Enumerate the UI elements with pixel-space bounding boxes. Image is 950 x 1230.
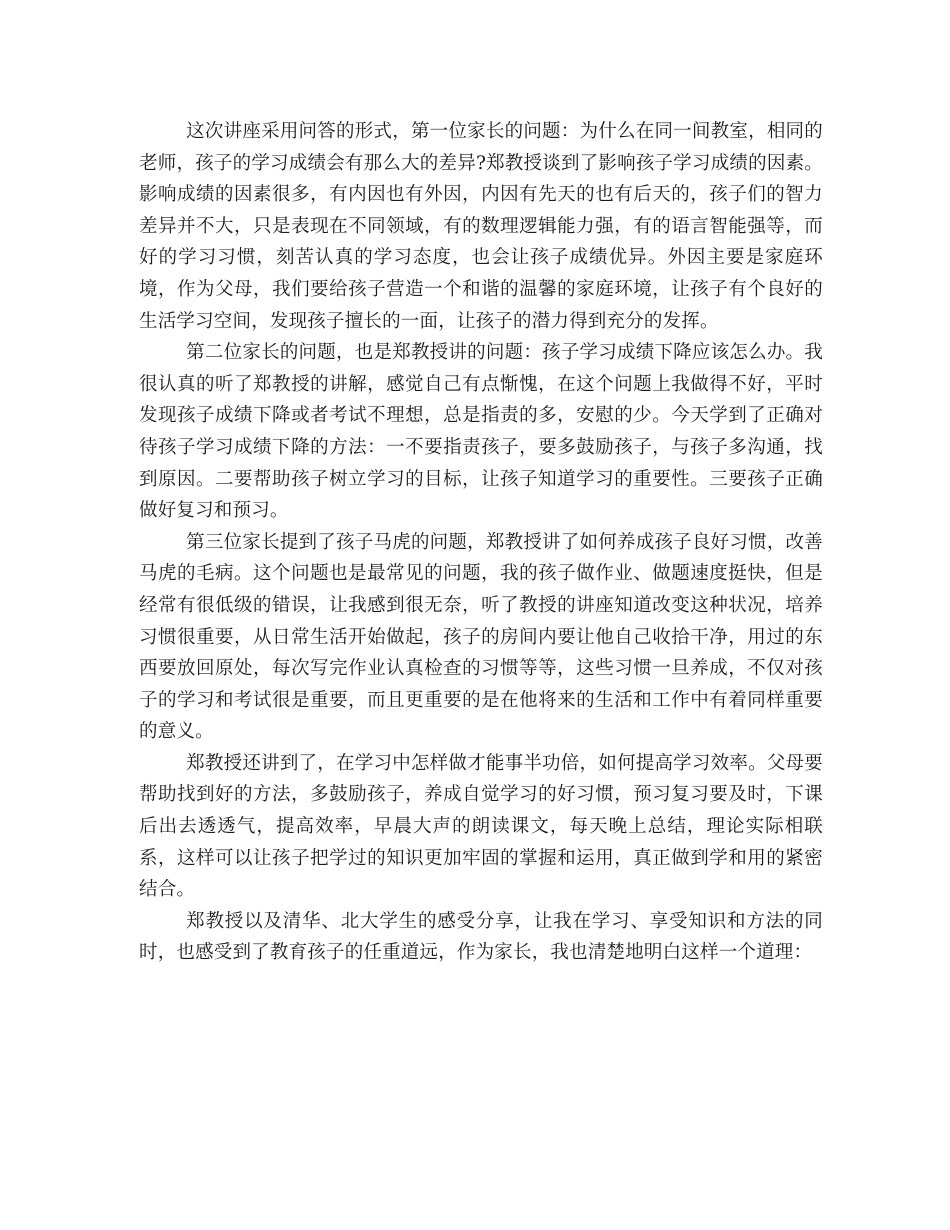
paragraph-5: 郑教授以及清华、北大学生的感受分享，让我在学习、享受知识和方法的同时，也感受到了教育孩子的任重道远，作为家长，我也清楚地明白这样一个道理：: [139, 910, 823, 964]
document-body: [139, 116, 823, 969]
paragraph-4: 郑教授还讲到了，在学习中怎样做才能事半功倍，如何提高学习效率。父母要帮助找到好的方法，多鼓励孩子，养成自觉学习的好习惯，预习复习要及时，下课后出去透透气，提高效率，早晨大声的朗读课文，每天晚上总结，理论实际相联系，这样可以让孩子把学过的知识更加牢固的掌握和运用，真正做到学和用的紧密结合。: [139, 752, 823, 901]
paragraph-1: 这次讲座采用问答的形式，第一位家长的问题：为什么在同一间教室，相同的老师，孩子的学习成绩会有那么大的差异?郑教授谈到了影响孩子学习成绩的因素。影响成绩的因素很多，有内因也有外因，内因有先天的也有后天的，孩子们的智力差异并不大，只是表现在不同领域，有的数理逻辑能力强，有的语言智能强等，而好的学习习惯，刻苦认真的学习态度，也会让孩子成绩优异。外因主要是家庭环境，作为父母，我们要给孩子营造一个和谐的温馨的家庭环境，让孩子有个良好的生活学习空间，发现孩子擅长的一面，让孩子的潜力得到充分的发挥。: [139, 121, 823, 332]
paragraph-2: 第二位家长的问题，也是郑教授讲的问题：孩子学习成绩下降应该怎么办。我很认真的听了郑教授的讲解，感觉自己有点惭愧，在这个问题上我做得不好，平时发现孩子成绩下降或者考试不理想，总是指责的多，安慰的少。今天学到了正确对待孩子学习成绩下降的方法：一不要指责孩子，要多鼓励孩子，与孩子多沟通，找到原因。二要帮助孩子树立学习的目标，让孩子知道学习的重要性。三要孩子正确做好复习和预习。: [139, 342, 823, 522]
paragraph-3: 第三位家长提到了孩子马虎的问题，郑教授讲了如何养成孩子良好习惯，改善马虎的毛病。这个问题也是最常见的问题，我的孩子做作业、做题速度挺快，但是经常有很低级的错误，让我感到很无奈，听了教授的讲座知道改变这种状况，培养习惯很重要，从日常生活开始做起，孩子的房间内要让他自己收拾干净，用过的东西要放回原处，每次写完作业认真检查的习惯等等，这些习惯一旦养成，不仅对孩子的学习和考试很是重要，而且更重要的是在他将来的生活和工作中有着同样重要的意义。: [139, 531, 823, 743]
